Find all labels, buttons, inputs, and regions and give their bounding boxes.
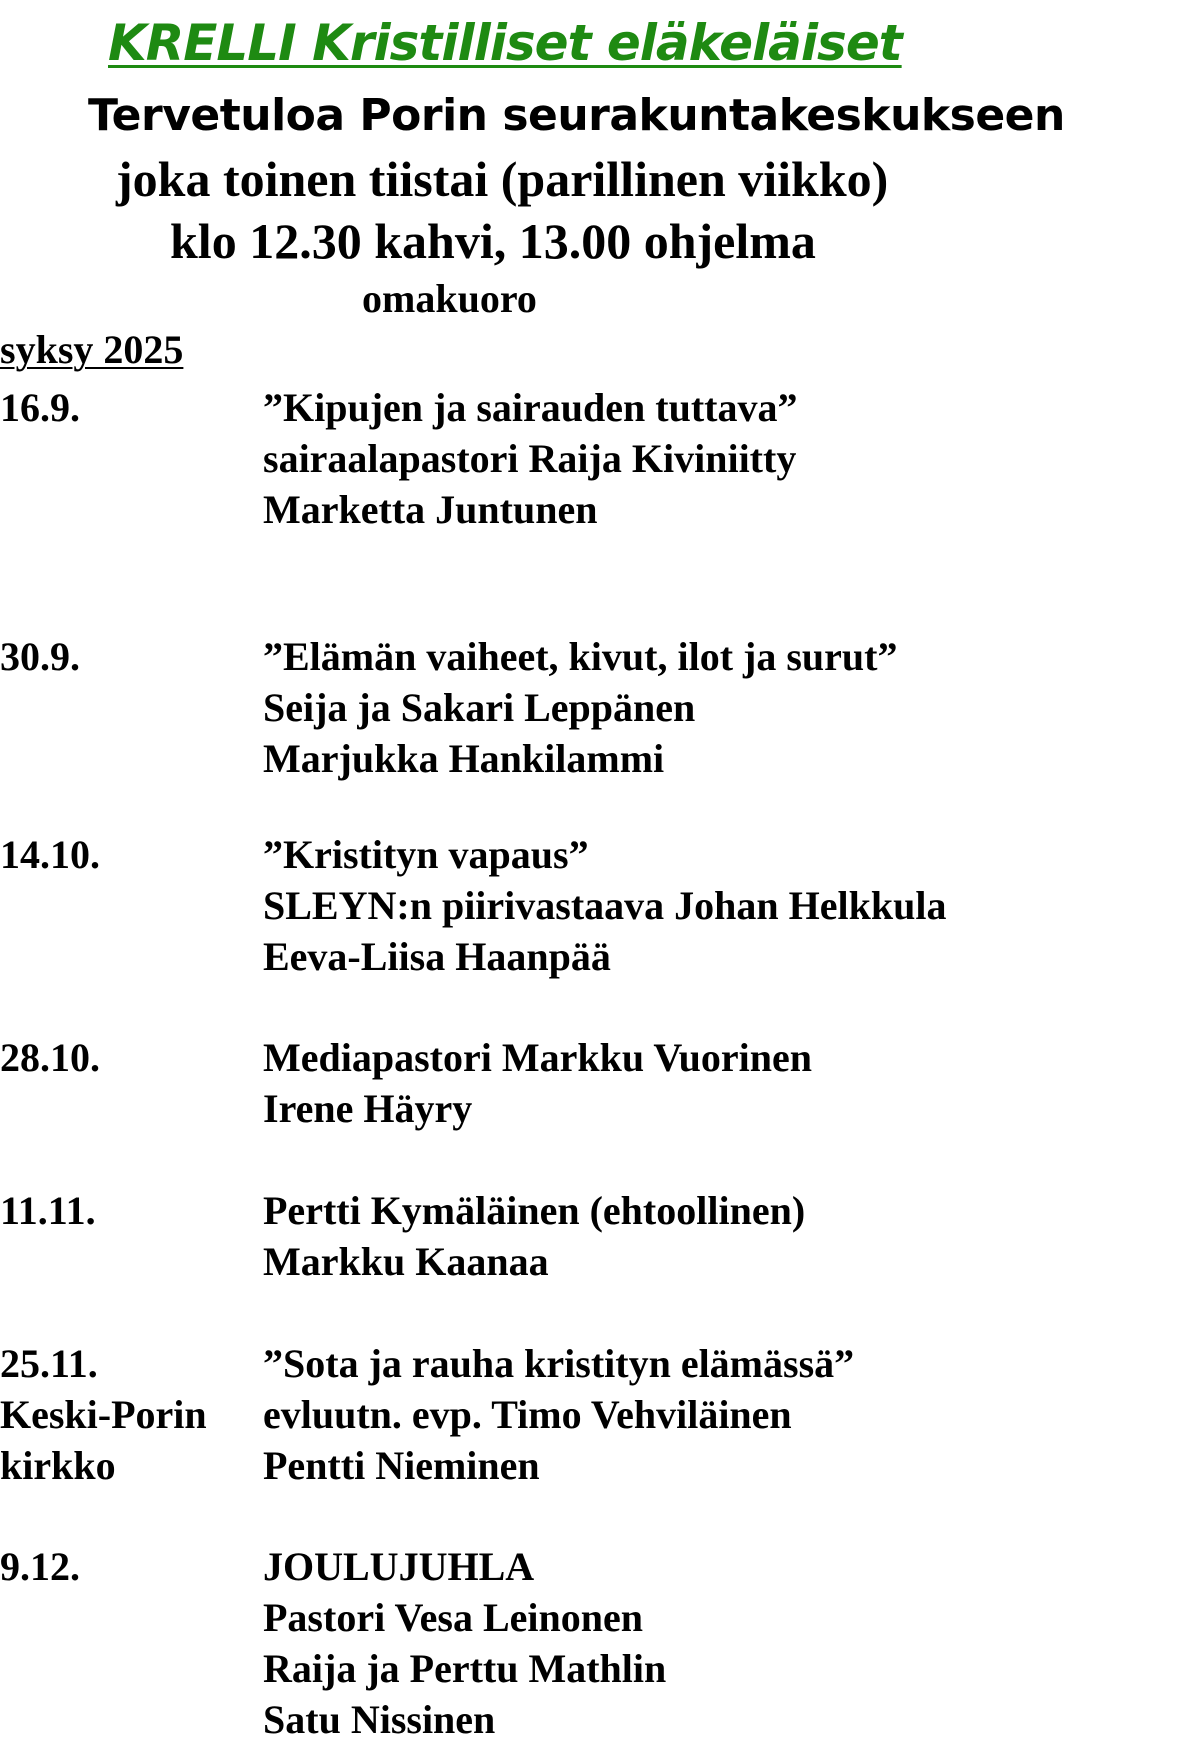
times-text: klo 12.30 kahvi, 13.00 ohjelma <box>170 213 816 269</box>
event-details <box>263 1338 1193 1491</box>
event-details <box>263 1032 1193 1134</box>
event-host: Pentti Nieminen <box>263 1443 540 1488</box>
welcome-heading: Tervetuloa Porin seurakuntakeskukseen <box>88 90 1065 141</box>
event-date: 14.10. <box>0 832 100 877</box>
event-details <box>263 382 1193 535</box>
event-speaker: Seija ja Sakari Leppänen <box>263 685 696 730</box>
event-date: 16.9. <box>0 385 80 430</box>
page-title: KRELLI Kristilliset eläkeläiset <box>108 14 902 72</box>
event-host: Marketta Juntunen <box>263 487 598 532</box>
event-topic: JOULUJUHLA <box>263 1544 535 1589</box>
event-host: Irene Häyry <box>263 1086 473 1131</box>
event-date: 9.12. <box>0 1544 80 1589</box>
event-date: 30.9. <box>0 634 80 679</box>
event-topic: ”Sota ja rauha kristityn elämässä” <box>263 1341 855 1386</box>
event-host: Raija ja Perttu Mathlin <box>263 1646 667 1691</box>
event-date: 25.11. <box>0 1341 98 1386</box>
event-host: Satu Nissinen <box>263 1697 496 1742</box>
event-host: Markku Kaanaa <box>263 1239 549 1284</box>
event-details <box>263 829 1193 982</box>
event-details <box>263 1541 1193 1745</box>
event-host: Marjukka Hankilammi <box>263 736 665 781</box>
event-date-location <box>0 1338 260 1491</box>
event-date: 11.11. <box>0 1188 96 1233</box>
event-host: Eeva-Liisa Haanpää <box>263 934 611 979</box>
event-speaker: Mediapastori Markku Vuorinen <box>263 1035 812 1080</box>
choir-text: omakuoro <box>362 276 537 321</box>
event-speaker: SLEYN:n piirivastaava Johan Helkkula <box>263 883 947 928</box>
event-topic: ”Kipujen ja sairauden tuttava” <box>263 385 798 430</box>
season-heading: syksy 2025 <box>0 327 184 372</box>
event-topic: ”Kristityn vapaus” <box>263 832 589 877</box>
event-location: Keski-Porin <box>0 1392 207 1437</box>
event-speaker: sairaalapastori Raija Kiviniitty <box>263 436 797 481</box>
event-location: kirkko <box>0 1443 116 1488</box>
event-details <box>263 1185 1193 1287</box>
event-topic: ”Elämän vaiheet, kivut, ilot ja surut” <box>263 634 898 679</box>
event-speaker: Pastori Vesa Leinonen <box>263 1595 644 1640</box>
event-details <box>263 631 1193 784</box>
event-date: 28.10. <box>0 1035 100 1080</box>
event-speaker: evluutn. evp. Timo Vehviläinen <box>263 1392 792 1437</box>
event-speaker: Pertti Kymäläinen (ehtoollinen) <box>263 1188 806 1233</box>
schedule-text: joka toinen tiistai (parillinen viikko) <box>116 151 889 207</box>
